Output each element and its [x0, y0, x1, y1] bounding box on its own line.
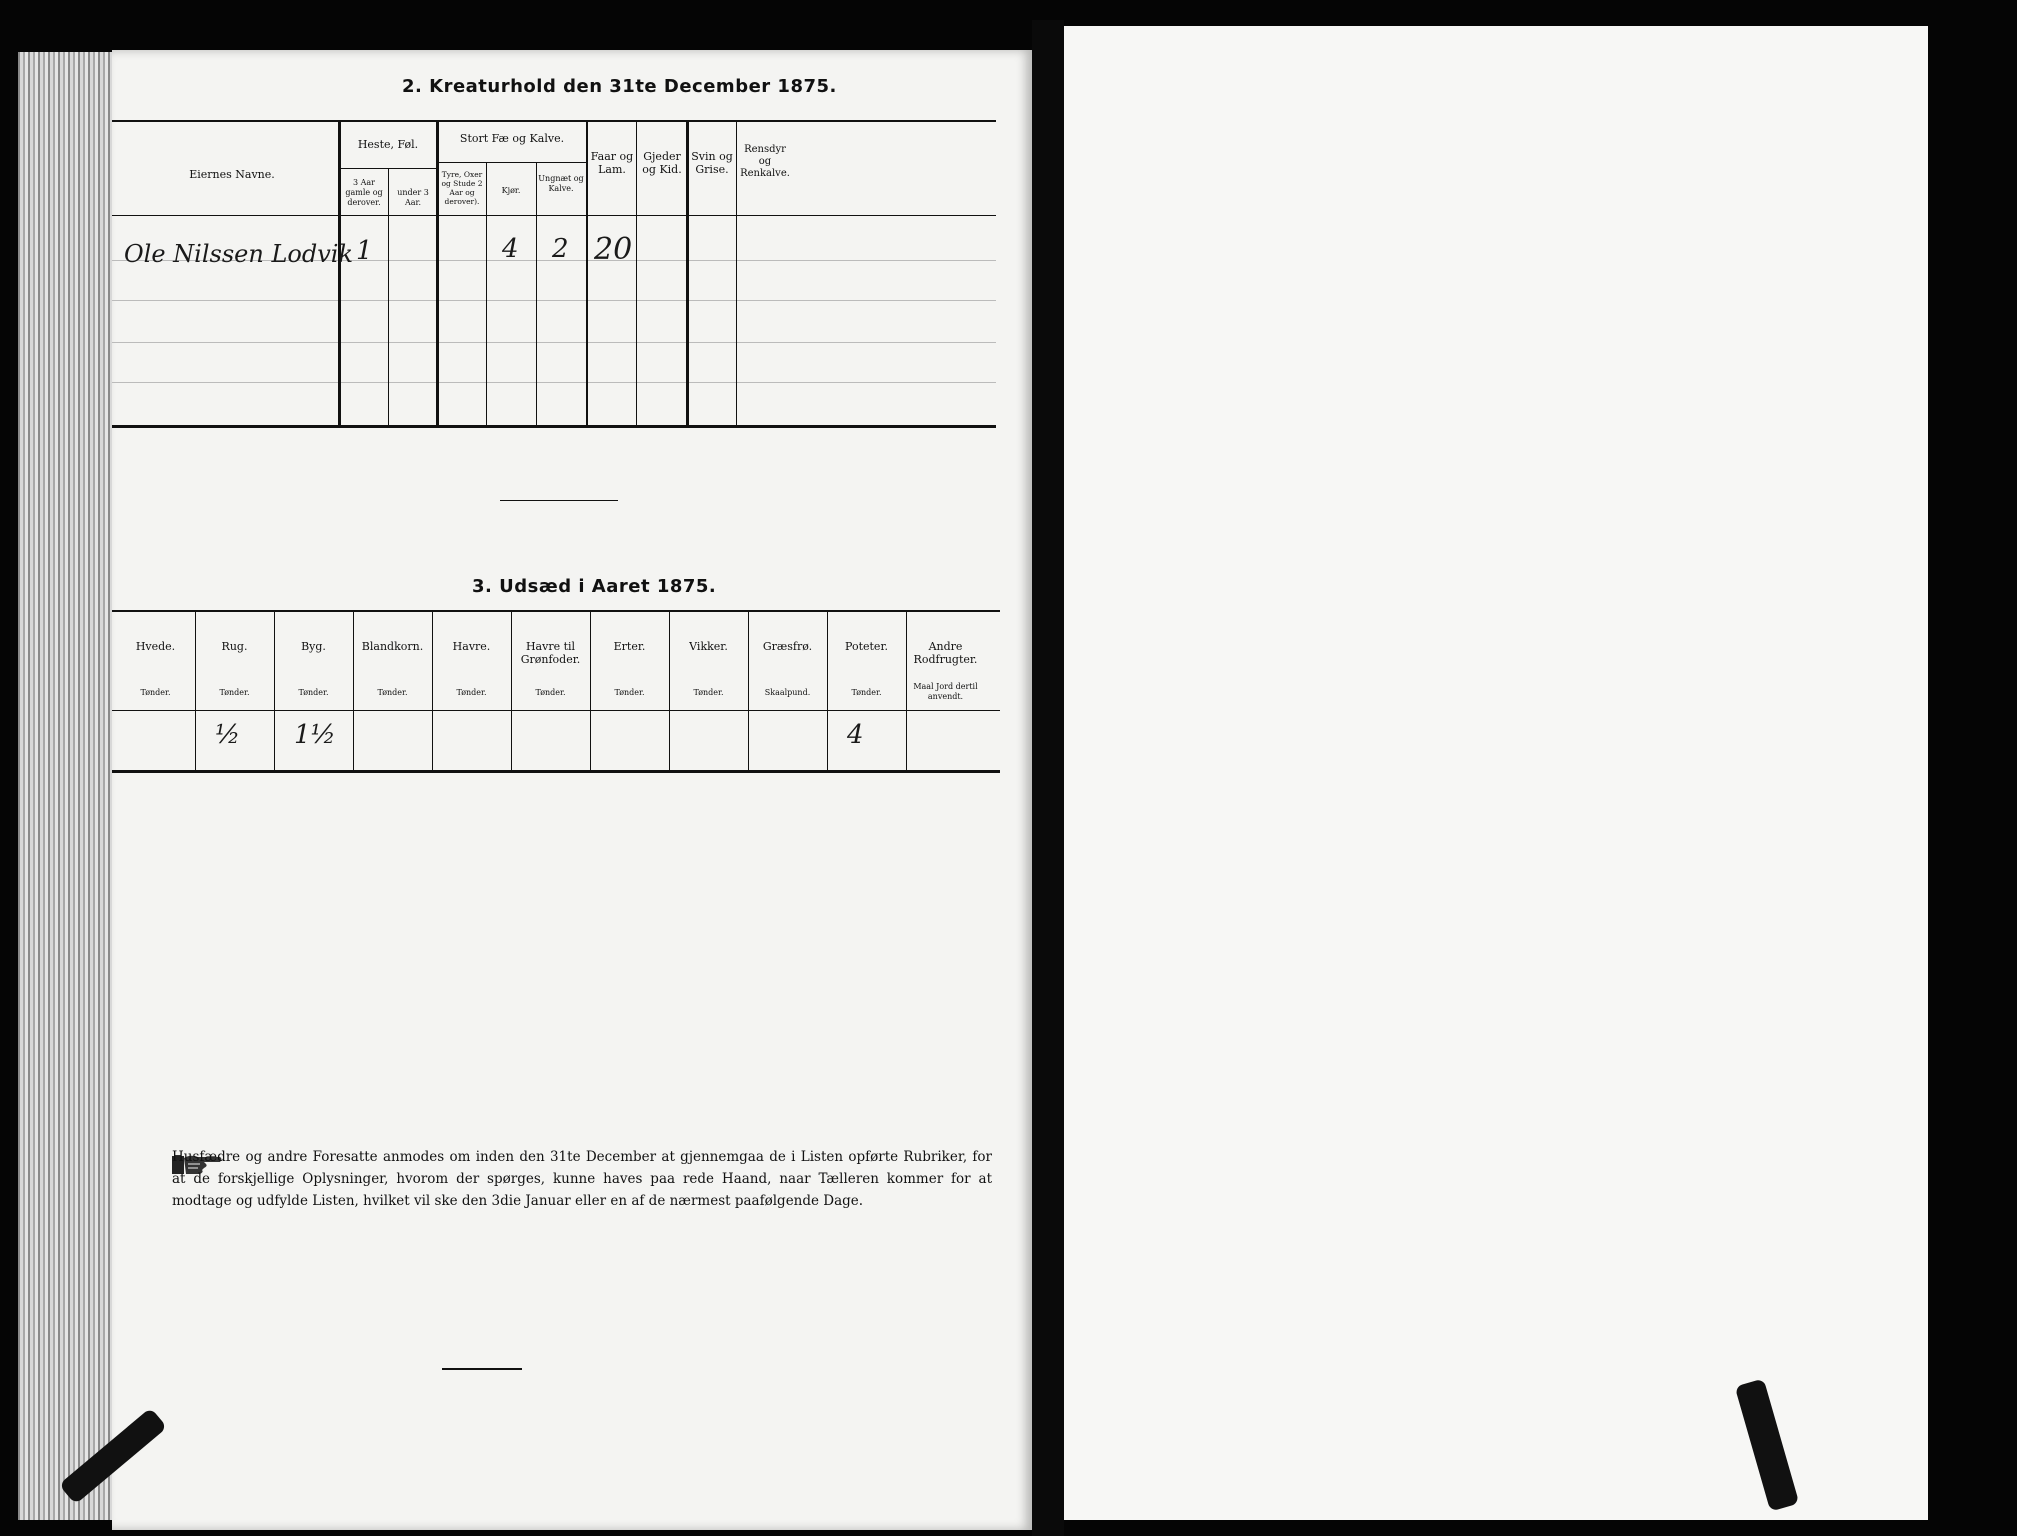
crop-unit: Tønder. [140, 688, 171, 697]
header-horses-3plus: 3 Aar gamle og derover. [345, 178, 383, 207]
header-cattle: Stort Fæ og Kalve. [459, 132, 565, 145]
footer-rule [442, 1368, 522, 1370]
crop-header: Græsfrø. [762, 640, 813, 653]
col-divider [586, 120, 588, 426]
col-divider [274, 610, 275, 772]
col-divider [353, 610, 354, 772]
col-divider [338, 120, 341, 426]
crop-header: Hvede. [135, 640, 176, 653]
col-divider [486, 162, 487, 426]
crop-header: Andre Rodfrugter. [913, 640, 978, 666]
notice-text: Husfædre og andre Foresatte anmodes om inden den 31te December at gjennemgaa de i Listen opførte Rubriker, for at de forskjellige Oplysninger, hvorom der spørges, kunne haves paa rede Haand, naar Tælleren kommer for at modtage og udfylde Listen, hvilket vil ske den 3die Januar eller en af de nærmest paafølgende Dage. [172, 1149, 992, 1209]
owner-name-cell: Ole Nilssen Lodvik [124, 240, 353, 268]
col-divider [736, 120, 737, 426]
header-owner-names: Eiernes Navne. [189, 168, 275, 181]
crop-unit: Maal Jord dertil anvendt. [913, 682, 978, 701]
col-divider [669, 610, 670, 772]
header-horses-under3: under 3 Aar. [397, 188, 429, 207]
cows-cell: 4 [502, 234, 519, 264]
col-divider [388, 168, 389, 426]
table2-header-rule [112, 215, 996, 216]
col-divider [748, 610, 749, 772]
crop-header: Poteter. [845, 640, 888, 653]
cattle-subheader-rule [438, 162, 586, 163]
crop-header: Erter. [613, 640, 646, 653]
header-reindeer: Rensdyr og Renkalve. [740, 144, 790, 179]
col-divider [511, 610, 512, 772]
crop-value-cell: 4 [847, 720, 864, 750]
horses-3plus-cell: 1 [356, 236, 373, 266]
crop-unit: Tønder. [377, 688, 408, 697]
crop-header: Havre. [452, 640, 491, 653]
crop-value-cell: 1½ [294, 720, 336, 750]
header-sheep: Faar og Lam. [590, 150, 634, 176]
table3-top-rule [112, 610, 1000, 612]
table2-row-rule [112, 300, 996, 301]
crop-header: Rug. [221, 640, 248, 653]
col-divider [827, 610, 828, 772]
col-divider [195, 610, 196, 772]
crop-value-cell: ½ [215, 720, 241, 750]
header-pigs: Svin og Grise. [691, 150, 733, 176]
table2-bottom-rule [112, 425, 996, 428]
table3-header-rule [112, 710, 1000, 711]
left-page [112, 50, 1032, 1530]
crop-header: Vikker. [689, 640, 728, 653]
crop-unit: Tønder. [456, 688, 487, 697]
sheep-cell: 20 [594, 232, 633, 267]
page-edges [18, 52, 126, 1520]
right-page-blank [1064, 26, 1928, 1520]
table3-bottom-rule [112, 770, 1000, 773]
header-bulls: Tyre, Oxer og Stude 2 Aar og derover). [441, 170, 483, 206]
crop-unit: Tønder. [851, 688, 882, 697]
header-goats: Gjeder og Kid. [642, 150, 682, 176]
young-cattle-cell: 2 [552, 234, 569, 264]
crop-header: Byg. [301, 640, 326, 653]
crop-header: Blandkorn. [361, 640, 424, 653]
col-divider [590, 610, 591, 772]
header-young-cattle: Ungnæt og Kalve. [538, 174, 584, 193]
table2-top-rule [112, 120, 996, 122]
col-divider [536, 162, 537, 426]
crop-unit: Tønder. [219, 688, 250, 697]
crop-unit: Skaalpund. [764, 688, 811, 697]
table2-row-rule [112, 342, 996, 343]
table2-row-rule [112, 382, 996, 383]
separator-rule [500, 500, 618, 501]
col-divider [906, 610, 907, 772]
crop-header: Havre til Grønfoder. [520, 640, 581, 666]
header-cows: Kjør. [501, 186, 521, 195]
col-divider [432, 610, 433, 772]
col-divider [436, 120, 439, 426]
crop-unit: Tønder. [535, 688, 566, 697]
book-binding [1032, 20, 1064, 1536]
section2-title: 2. Kreaturhold den 31te December 1875. [402, 76, 837, 97]
crop-unit: Tønder. [693, 688, 724, 697]
crop-unit: Tønder. [614, 688, 645, 697]
header-horses: Heste, Føl. [357, 138, 419, 151]
crop-unit: Tønder. [298, 688, 329, 697]
section3-title: 3. Udsæd i Aaret 1875. [472, 576, 717, 597]
col-divider [636, 120, 637, 426]
